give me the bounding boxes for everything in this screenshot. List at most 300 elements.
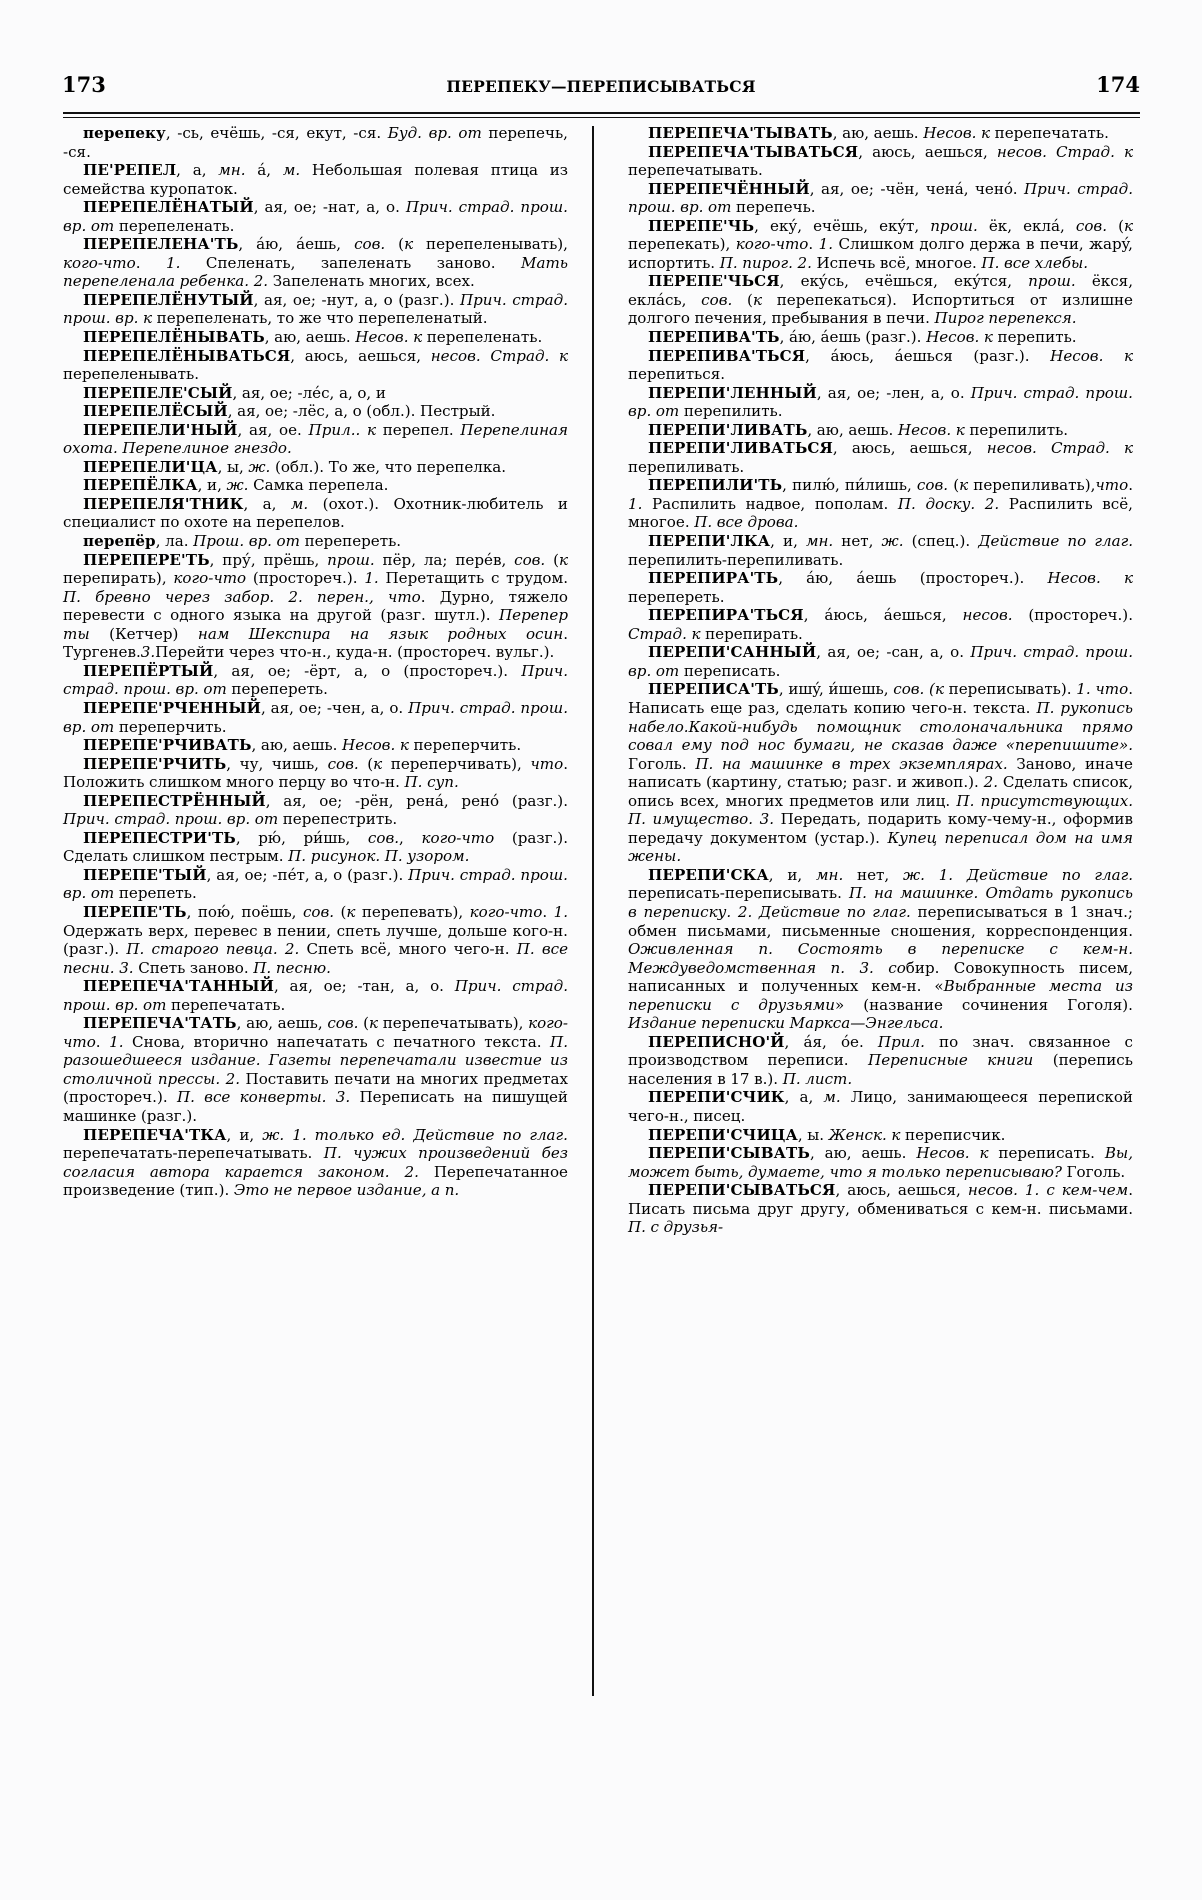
entry-italic-run: Купец переписал дом на имя жены. [628,828,1134,866]
entry-roman-run: . [542,902,554,921]
entry-roman-run: , и, [197,476,227,495]
entry-italic-run: сов. [302,902,335,921]
entry-italic-run: от [458,124,482,142]
entry-italic-run: Прич. страд. прош. вр. к [63,290,569,328]
entry-roman-run: , áю, áешь (простореч.). [778,569,1048,588]
dictionary-entry [628,1126,1133,1145]
entry-italic-run: П. на машинке. Отдать рукопись в переписку. [628,884,1133,921]
entry-roman-run: бир. Совокупность писем, написанных и полученных кем-н. « [628,958,1133,996]
entry-italic-run: П. все песни. [63,940,568,977]
entry-italic-run: П. на машинке в трех экземплярах. [695,754,1008,773]
entry-italic-run: Прич. страд. прош. вр. от [628,179,1134,217]
entry-headword: перепеку [83,124,166,142]
entry-headword: ПЕРЕПИ'САННЫЙ [648,643,817,662]
entry-headword: ПЕРЕПЕЛЁНЫВАТЬСЯ [83,346,291,365]
entry-roman-run [307,1126,315,1144]
entry-roman-run: , пою́, поёшь, [186,902,303,921]
entry-roman-run: (спец.). [903,532,979,551]
entry-headword: ПЕРЕПЕЧА'ТЫВАТЬСЯ [648,142,859,161]
entry-italic-run: с кем-чем [1046,1181,1129,1200]
folio-left: 173 [62,72,106,97]
dictionary-entry [63,1126,568,1200]
entry-italic-run: 2. [984,494,1000,513]
entry-body [833,124,1109,142]
entry-roman-run: Снова, вторично напечатать с печатного текста. [123,1032,551,1051]
entry-roman-run: , аюсь, аешься, [835,1181,968,1200]
entry-roman-run: , áя, óе. [784,1032,878,1051]
entry-roman-run: ( [358,1014,370,1033]
entry-body [628,866,1133,1032]
entry-roman-run: , ая, ое; -нат, а, о. [253,198,406,217]
entry-roman-run: Поставить печати на многих предметах (простореч.). [63,1069,568,1107]
entry-italic-run: П. бревно через забор. [63,587,275,606]
entry-roman-run: ( [1107,216,1124,235]
entry-roman-run: (охот.). Охотник-любитель и специалист по охоте на перепелов. [63,494,568,532]
entry-roman-run: , áюсь, áешься, [803,606,963,625]
entry-italic-run: П. присутствующих. П. имущество. [628,791,1134,829]
entry-roman-run: переписчик. [900,1125,1006,1144]
entry-roman-run: . Написать еще раз, сделать копию чего-н. текста. [628,680,1134,717]
entry-italic-run: кого-что [421,828,495,847]
folio-right: 174 [1096,72,1140,97]
entry-italic-run: П. рисунок. П. узором. [288,847,470,866]
entry-roman-run: . Положить слишком много перцу во что-н. [63,754,568,792]
entry-headword: ПЕРЕПЕЧЁННЫЙ [648,179,810,198]
entry-roman-run: Переписать на пишущей машинке (разг.). [63,1088,568,1125]
dictionary-entry [628,421,1133,440]
entry-roman-run: , ая, ое; -лёс, а, о (обл.). Пестрый. [227,402,496,421]
entry-roman-run: перепечь, -ся. [63,124,568,161]
entry-body [218,458,507,476]
entry-italic-run: Действие по глаг. [978,532,1133,551]
dictionary-entry [628,217,1133,273]
entry-roman-run: ( [385,235,405,254]
entry-roman-run: , аюсь, аешься, [832,439,987,458]
dictionary-entry [628,272,1133,328]
entry-italic-run: П. рукопись набело.Какой-нибудь помощник столоначальника прямо совал ему под нос бумаги, не сказав даже «перепишите». [628,698,1133,755]
entry-italic-run: П. песню. [253,958,331,977]
entry-italic-run: Прил. [877,1032,925,1051]
entry-roman-run: переписывать). [943,680,1077,699]
entry-roman-run: , а, [243,494,291,513]
dictionary-entry [63,1014,568,1125]
dictionary-entry [628,124,1133,143]
entry-roman-run: Сделать список, опись всех, многих предметов или лиц. [628,773,1133,810]
entry-italic-run: Прич. страд. прош. вр. от [628,643,1133,680]
entry-roman-run: ( [358,754,374,773]
entry-italic-run: сов. [701,290,733,309]
entry-italic-run: прош. [1028,272,1076,291]
dictionary-entry [628,439,1133,476]
entry-roman-run: á, [245,161,283,180]
entry-roman-run [925,866,939,884]
entry-roman-run: перепекаться). Испортиться от излишне долгого печения, пребывания в печи. [628,290,1133,328]
entry-roman-run: перепеленать. [114,216,235,235]
dictionary-entry [63,161,568,198]
columns-container [63,124,1140,1864]
entry-roman-run: Спеленать, запеленать заново. [180,253,522,272]
entry-roman-run: перепиливать), [968,476,1096,495]
dictionary-entry [63,977,568,1014]
entry-italic-run: Несов. к [926,328,993,347]
entry-headword: ПЕРЕПЕЛЁНЫВАТЬ [83,328,265,347]
dictionary-entry [628,180,1133,217]
dictionary-entry [628,384,1133,421]
entry-italic-run: кого-что [63,253,136,272]
entry-roman-run: переписать. [679,661,781,680]
entry-roman-run: , ая, ое; -чён, ченá, ченó. [809,179,1025,198]
dictionary-entry [63,736,568,755]
dictionary-entry [63,402,568,421]
entry-italic-run: Прич. страд. прош. вр. от [63,810,279,829]
entry-roman-run: переписываться в 1 знач.; обмен письмами, письменные сношения, корреспонденция. [628,902,1133,940]
entry-roman-run: нет, [833,532,882,551]
entry-headword: перепёр [83,532,156,551]
entry-italic-run: Прич. страд. прош. вр. от [628,383,1133,421]
entry-italic-run: П. пирог. [719,253,793,272]
entry-roman-run: , чу, чишь, [226,754,328,773]
entry-italic-run: Переписные книги [868,1051,1034,1070]
entry-italic-run: 3. [759,810,775,829]
entry-italic-run: 2. [284,940,300,959]
entry-headword: ПЕРЕПИ'ЛИВАТЬСЯ [648,439,833,458]
entry-roman-run: , и, [768,865,816,884]
entry-roman-run: переперчивать), [382,754,531,773]
entry-italic-run: Прич. страд. прош. вр. от [63,977,568,1014]
entry-roman-run: , а, [176,161,219,180]
entry-italic-run: Перепер ты [63,606,568,643]
entry-roman-run: перепеленать. [422,328,543,347]
entry-roman-run: Перейти через что-н., куда-н. (простореч. вульг.). [155,643,555,662]
dictionary-entry [63,476,568,495]
entry-italic-run: ж. [248,457,271,476]
entry-italic-run: м. [290,494,309,513]
entry-roman-run: Самка перепела. [248,476,389,495]
entry-roman-run: , áю, áешь (разг.). [779,328,927,347]
entry-body [198,476,389,494]
entry-italic-run: несов. [962,606,1013,625]
dictionary-entry [63,347,568,384]
entry-italic-run: Действие по глаг. [966,865,1134,884]
entry-roman-run: Спеть заново. [133,958,254,977]
entry-roman-run: перепереть. [299,532,402,551]
entry-roman-run: , пилю́, пи́лишь, [782,476,917,495]
entry-roman-run: , аю, аешь, [236,1014,328,1033]
entry-roman-run: , ая, ое; -лéс, а, о, и [232,383,386,402]
entry-roman-run: перепить. [992,328,1077,347]
entry-italic-run: Прич. страд. прош. вр. от [63,865,568,903]
dictionary-entry [628,347,1133,384]
entry-roman-run: . [808,235,819,254]
entry-italic-run: Мать перепеленала ребенка. [63,253,568,291]
entry-roman-run: . [1128,476,1133,495]
entry-roman-run: пёр, ла; перéв, [374,550,515,569]
entry-italic-run: Вы, может быть, думаете, что я только переписываю? [628,1144,1133,1181]
entry-headword: ПЕРЕПЁЛКА [83,476,198,495]
entry-roman-run: , ла. [155,532,194,551]
entry-roman-run: перепечатывать), [378,1014,529,1033]
entry-italic-run: перен., что [316,587,421,606]
entry-roman-run: . [135,253,167,272]
column-divider [592,126,594,1696]
entry-italic-run: Несов. к [916,1144,989,1163]
entry-italic-run: прош. [930,216,978,235]
entry-roman-run: Испечь всё, многое. [811,253,982,272]
entry-italic-run: к [1123,216,1133,235]
entry-body [798,1126,1006,1144]
entry-italic-run: П. лист. [782,1069,853,1088]
entry-italic-run: 1. [818,235,834,254]
entry-roman-run: ( [545,550,559,569]
entry-roman-run: перепекать), [628,235,736,254]
entry-roman-run: Перетащить с трудом. [378,569,568,588]
entry-roman-run: (разг.). Сделать слишком пестрым. [63,828,568,866]
entry-headword: ПЕРЕПЕ'ЧЬСЯ [648,272,780,291]
dictionary-entry [628,328,1133,347]
entry-italic-run: 1. [166,253,181,272]
entry-italic-run: 3. [335,1088,351,1107]
entry-roman-run: Гоголь. [628,754,696,773]
entry-italic-run: прош. [327,550,375,569]
entry-italic-run: к [369,1014,379,1033]
entry-italic-run: ж. [881,532,904,551]
header-rule-thick [63,112,1140,114]
entry-headword: ПЕРЕПЕРЕ'ТЬ [83,550,210,569]
entry-italic-run: к [373,754,383,773]
entry-roman-run: (простореч.). [246,569,365,588]
entry-roman-run: перепилить. [964,420,1069,439]
entry-roman-run: ( [334,902,347,921]
entry-italic-run: 2. [288,587,303,606]
entry-italic-run: 2. [737,902,753,921]
entry-italic-run: П. с друзья- [628,1218,724,1237]
entry-headword: ПЕРЕПИСНО'Й [648,1032,785,1051]
entry-roman-run [1018,1181,1025,1199]
dictionary-entry [628,1033,1133,1089]
entry-italic-run: 1. [1024,1181,1040,1200]
entry-italic-run: сов. [354,235,386,254]
entry-roman-run: . Дурно, тяжело перевести с одного языка на другой (разг. шутл.). [63,587,568,625]
entry-headword: ПЕРЕПЕ'РЧЕННЫЙ [83,698,261,717]
entry-headword: ПЕРЕПИВА'ТЬ [648,328,780,347]
entry-body [228,402,496,420]
page-header [62,72,1140,102]
entry-body [807,421,1068,439]
entry-roman-run: , ы, [217,457,249,476]
entry-italic-run: сов. [327,1014,359,1033]
dictionary-entry [628,1181,1133,1237]
entry-roman-run: Распилить всё, многое. [628,494,1133,532]
entry-italic-run: м. [823,1088,841,1107]
entry-roman-run: перепилить. [679,402,783,421]
entry-roman-run: перепиться. [628,365,726,384]
entry-headword: ПЕРЕПИЛИ'ТЬ [648,476,783,495]
dictionary-entry [63,495,568,532]
entry-italic-run: что [1095,680,1129,699]
dictionary-entry [63,291,568,328]
entry-roman-run: , екýсь, ечёшься, екýтся, [779,272,1029,291]
entry-roman-run: перепевать), [355,902,470,921]
entry-roman-run: Перепечатанное произведение (тип.). [63,1162,568,1200]
entry-roman-run: (Кетчер) [89,624,198,643]
entry-headword: ПЕРЕПЕЛЁНАТЫЙ [83,198,254,217]
entry-italic-run: сов. [916,476,949,495]
entry-body [156,532,401,550]
entry-italic-run: 2. [253,272,269,291]
entry-roman-run [278,940,285,958]
entry-headword: ПЕРЕПИ'ЛКА [648,532,771,551]
entry-roman-run: перепечатать. [990,124,1109,142]
dictionary-entry [63,792,568,829]
dictionary-entry [63,903,568,977]
entry-headword: ПЕРЕПЕ'ТЫЙ [83,865,207,884]
entry-roman-run: . [95,1032,110,1051]
entry-roman-run: перепеть. [114,884,197,903]
entry-roman-run [326,1088,335,1106]
entry-italic-run: 1. [938,865,954,884]
entry-roman-run: перепестрить. [278,810,398,829]
entry-italic-run: со [888,958,906,977]
entry-roman-run: Слишком долго держа в печи, жарý, испортить. [628,235,1133,272]
entry-roman-run: . Тургенев. [63,624,568,662]
entry-italic-run: Прош. вр. от [193,532,300,551]
entry-roman-run: , -сь, ечёшь, -ся, екут, -ся. [165,124,388,142]
entry-italic-run: Прич. страд. прош. вр. от [63,198,568,235]
entry-roman-run: перепиливать. [628,457,745,476]
entry-roman-run: , ая, ое; -нут, а, о (разг.). [253,290,460,309]
entry-italic-run: к [959,476,969,495]
entry-headword: ПЕРЕПЕЧА'ТАННЫЙ [83,977,275,996]
entry-headword: ПЕРЕПЕЛИ'НЫЙ [83,420,238,439]
entry-italic-run: ж. [262,1125,285,1144]
entry-roman-run: , ая, ое; -сан, а, о. [816,643,971,662]
entry-headword: ПЕРЕПИВА'ТЬСЯ [648,346,806,365]
dictionary-entry [63,124,568,161]
entry-roman-run: переписать-переписывать. [628,884,849,903]
entry-roman-run: ёк, еклá, [977,216,1076,235]
entry-headword: ПЕРЕПЕ'ТЬ [83,902,187,921]
entry-italic-run: П. суп. [404,773,459,792]
entry-headword: ПЕРЕПИ'СЧИК [648,1088,785,1107]
dictionary-entry [63,829,568,866]
entry-roman-run: Небольшая полевая птица из семейства куропаток. [63,161,568,198]
entry-italic-run: несов. Страд. к [996,142,1134,161]
entry-headword: ПЕРЕПИРА'ТЬ [648,569,779,588]
entry-roman-run: , еку́, ечёшь, екýт, [754,216,931,235]
dictionary-entry [628,643,1133,680]
entry-body [780,328,1077,346]
dictionary-entry [628,1144,1133,1181]
entry-italic-run: к [404,235,414,254]
entry-roman-run: , рю́, ри́шь, [235,828,368,847]
entry-italic-run: 1. [1076,680,1091,699]
entry-roman-run: переписать. [988,1144,1105,1163]
entry-roman-run: перепилить-перепиливать. [628,550,844,569]
entry-italic-run: Оживленная п. Состоять в переписке с кем-н. Междуведомственная п. [628,940,1133,977]
entry-roman-run: (простореч.). [1012,606,1133,625]
entry-roman-run: перепирать), [63,569,174,588]
entry-roman-run: Гоголь. [1061,1162,1126,1181]
entry-body [628,680,1133,865]
entry-headword: ПЕРЕПИРА'ТЬСЯ [648,606,804,625]
entry-italic-run: что [1095,476,1129,495]
entry-italic-run: несов. Страд. к [986,439,1134,458]
entry-roman-run [753,810,760,828]
entry-roman-run: перепечатывать. [628,161,763,180]
entry-roman-run: Лицо, занимающееся перепиской чего-н., писец. [628,1088,1133,1125]
entry-roman-run: , и, [226,1125,263,1144]
entry-italic-run: П. разошедшееся издание. Газеты перепечатали известие из столичной прессы. [63,1032,568,1088]
entry-roman-run: , пру́, прёшь, [209,550,328,569]
entry-roman-run [845,959,859,977]
entry-body [252,736,522,754]
entry-headword: ПЕРЕПЕЛЕ'СЫЙ [83,383,233,402]
dictionary-entry [63,235,568,291]
entry-headword: ПЕРЕПИ'СЫВАТЬСЯ [648,1181,836,1200]
entry-italic-run: 3. [140,643,156,662]
entry-headword: ПЕРЕПЕЧА'ТАТЬ [83,1014,237,1033]
entry-italic-run: м. [282,161,301,180]
entry-italic-run: мн. [805,532,834,551]
entry-headword: ПЕРЕПИ'ЛЕННЫЙ [648,383,817,402]
dictionary-entry [63,198,568,235]
entry-headword: ПЕРЕПЕЧА'ТЫВАТЬ [648,124,833,142]
entry-italic-run: 1. [364,569,379,588]
entry-roman-run: , ая, ое; -тан, а, о. [274,977,455,996]
entry-roman-run: перепечь. [731,198,816,217]
entry-headword: ПЕРЕПИСА'ТЬ [648,680,779,699]
entry-roman-run: Передать, подарить кому-чему-н., оформив передачу документом (устар.). [628,810,1133,847]
entry-italic-run: ж. [902,865,925,884]
entry-headword: ПЕРЕПЕЛЯ'ТНИК [83,494,244,513]
entry-italic-run: Выбранные места из переписки с друзьями [628,977,1133,1014]
entry-roman-run: , аю, аешь. [809,1144,917,1163]
entry-roman-run: Запеленать многих, всех. [268,272,475,291]
dictionary-entry [628,143,1133,180]
entry-body [232,384,385,402]
dictionary-entry [628,680,1133,865]
entry-italic-run: Несов. к [923,124,991,142]
entry-roman-run: ( [948,476,960,495]
entry-roman-run: перепереть. [628,587,725,606]
dictionary-entry [63,458,568,477]
entry-italic-run: 2. [983,773,999,792]
entry-roman-run: . Писать письма друг другу, обмениваться с кем-н. письмами. [628,1181,1133,1218]
entry-roman-run: , áю, áешь, [238,235,355,254]
entry-roman-run: , аю, аешь. [807,420,898,439]
running-title: ПЕРЕПЕКУ—ПЕРЕПИСЫВАТЬСЯ [446,77,756,96]
dictionary-entry [628,532,1133,569]
entry-roman-run: , а, [784,1088,824,1107]
entry-italic-run: Страд. к [628,624,701,643]
entry-headword: ПЕРЕПЁРТЫЙ [83,661,214,680]
dictionary-entry [63,699,568,736]
entry-italic-run: кого-что [63,1014,568,1051]
entry-roman-run: Одержать верх, перевес в пении, спеть лучше, дольше кого-н. (разг.). [63,921,568,959]
entry-italic-run: мн. [815,865,844,884]
entry-roman-run: перепереть. [226,680,328,699]
entry-italic-run: Несов. к [1047,569,1133,588]
entry-roman-run: , ая, ое; -лен, а, о. [816,383,971,402]
entry-headword: ПЕРЕПЕЧА'ТКА [83,1125,227,1144]
entry-roman-run [975,495,985,513]
entry-roman-run: , ая, ое; -рён, ренá, ренó (разг.). [265,791,568,810]
entry-roman-run: Спеть всё, много чего-н. [299,940,517,959]
dictionary-entry [628,606,1133,643]
dictionary-entry [628,476,1133,532]
dictionary-entry [63,328,568,347]
entry-body [265,328,542,346]
